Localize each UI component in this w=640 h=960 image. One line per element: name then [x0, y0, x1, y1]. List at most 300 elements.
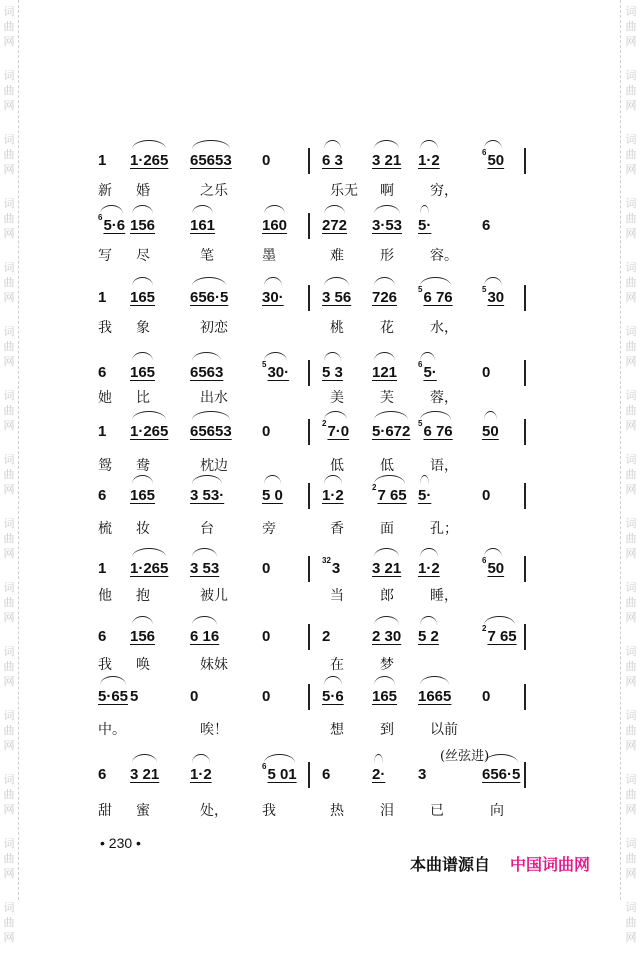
note-text: 3: [331, 560, 341, 577]
note-text: 121: [372, 364, 398, 381]
note-text: 6 76: [423, 423, 453, 440]
bar-line: [524, 483, 526, 509]
lyric: 低: [380, 458, 394, 474]
lyric: 到: [380, 722, 394, 738]
note-text: 7·0: [327, 423, 350, 440]
note-text: 7 65: [377, 487, 407, 504]
score-line: [0, 556, 640, 600]
bar-line: [524, 684, 526, 710]
note-group: [372, 289, 397, 306]
note-group: [418, 152, 440, 169]
note-group: [482, 364, 490, 381]
watermark-text: 词 曲 网: [625, 837, 637, 880]
note-text: 3 21: [372, 152, 402, 169]
watermark-text: 词 曲 网: [625, 517, 637, 560]
note-text: 3·53: [372, 217, 403, 234]
note-group: [262, 628, 270, 645]
source-label: 本曲谱源自: [410, 855, 491, 874]
bar-line: [524, 556, 526, 582]
lyric: 郎: [380, 588, 394, 604]
bar-line: [308, 762, 310, 788]
lyric: 啊: [380, 183, 394, 199]
note-group: [190, 560, 219, 577]
note-group: [322, 688, 344, 705]
note-group: [482, 624, 517, 645]
lyric: 穷，: [430, 183, 458, 199]
lyric: 鸳: [98, 458, 112, 474]
note-group: [98, 487, 106, 504]
lyric: 出水: [200, 390, 228, 406]
watermark-text: 词 曲 网: [3, 69, 15, 112]
lyric: 花: [380, 320, 394, 336]
note-group: [482, 148, 505, 169]
note-group: [262, 688, 270, 705]
watermark-text: 词 曲 网: [3, 837, 15, 880]
note-group: [418, 217, 431, 234]
note-group: [262, 423, 270, 440]
note-text: 6: [322, 766, 331, 783]
watermark-text: 词 曲 网: [3, 133, 15, 176]
lyric: 抱: [136, 588, 150, 604]
lyric: 台: [200, 521, 214, 537]
bar-line: [308, 624, 310, 650]
lyric: 蓉，: [430, 390, 458, 406]
grace-note: 5: [418, 419, 423, 428]
note-text: 1·2: [418, 152, 440, 169]
lyric: 热: [330, 803, 344, 819]
note-group: [372, 560, 401, 577]
slur: [324, 205, 345, 214]
note-group: [322, 217, 347, 234]
slur: [374, 277, 395, 286]
slur: [264, 475, 281, 484]
bar-line: [308, 419, 310, 445]
performance-annotation: (丝弦进): [440, 749, 490, 764]
note-text: 5: [130, 688, 139, 705]
lyric: 笔: [200, 248, 214, 264]
note-group: [322, 628, 330, 645]
note-text: 1·265: [130, 560, 169, 577]
slur: [132, 277, 153, 286]
bar-line: [524, 419, 526, 445]
slur: [420, 352, 435, 361]
slur: [132, 140, 166, 149]
grace-note: 2: [482, 624, 487, 633]
slur: [132, 411, 166, 420]
note-group: [322, 556, 341, 577]
score-line: [0, 148, 640, 192]
note-text: 65653: [190, 152, 232, 169]
slur: [420, 475, 429, 484]
slur: [132, 548, 166, 557]
grace-note: 6: [262, 762, 267, 771]
bar-line: [524, 360, 526, 386]
note-group: [130, 423, 168, 440]
lyric: 形: [380, 248, 394, 264]
note-group: [482, 285, 505, 306]
watermark-text: 词 曲 网: [3, 389, 15, 432]
slur: [374, 475, 405, 484]
slur: [374, 754, 383, 763]
note-group: [262, 152, 270, 169]
note-text: 5·: [423, 364, 437, 381]
note-text: 0: [482, 688, 491, 705]
lyric: 妆: [136, 521, 150, 537]
note-group: [190, 628, 219, 645]
note-text: 3 53·: [190, 487, 225, 504]
grace-note: 2: [372, 483, 377, 492]
note-text: 1·2: [190, 766, 212, 783]
note-text: 6 16: [190, 628, 220, 645]
grace-note: 6: [418, 360, 423, 369]
watermark-text: 词 曲 网: [3, 261, 15, 304]
note-group: [98, 213, 126, 234]
note-text: 50: [482, 423, 499, 440]
watermark-text: 词 曲 网: [625, 5, 637, 48]
watermark-text: 词 曲 网: [3, 581, 15, 624]
note-group: [190, 423, 232, 440]
slur: [374, 411, 408, 420]
lyric: 写: [98, 248, 112, 264]
note-text: 5·672: [372, 423, 411, 440]
bar-line: [308, 213, 310, 239]
note-group: [130, 152, 168, 169]
slur: [192, 548, 217, 557]
score-line: [0, 360, 640, 404]
bar-line: [308, 684, 310, 710]
note-group: [372, 423, 410, 440]
watermark-text: 词 曲 网: [625, 453, 637, 496]
slur: [374, 548, 399, 557]
note-text: 6: [98, 628, 107, 645]
lyric: 唉！: [200, 722, 228, 738]
note-group: [190, 364, 223, 381]
note-group: [98, 560, 106, 577]
lyric: 芙: [380, 390, 394, 406]
note-text: 2: [322, 628, 331, 645]
bar-line: [524, 285, 526, 311]
note-group: [372, 217, 402, 234]
slur: [420, 277, 451, 286]
note-text: 656·5: [482, 766, 521, 783]
note-group: [130, 628, 155, 645]
lyric: 桃: [330, 320, 344, 336]
grace-note: 32: [322, 556, 331, 565]
lyric: 甜: [98, 803, 112, 819]
watermark-text: 词 曲 网: [625, 325, 637, 368]
slur: [132, 352, 153, 361]
slur: [420, 411, 451, 420]
slur: [484, 411, 497, 420]
watermark-text: 词 曲 网: [3, 901, 15, 944]
lyric: 低: [330, 458, 344, 474]
note-text: 30: [487, 289, 505, 306]
slur: [264, 352, 287, 361]
note-group: [190, 487, 224, 504]
lyric: 水，: [430, 320, 458, 336]
lyric: 初恋: [200, 320, 228, 336]
score-line: [0, 688, 640, 728]
score-line: [0, 419, 640, 463]
watermark-text: 词 曲 网: [3, 325, 15, 368]
lyric: 乐无: [330, 183, 358, 199]
note-text: 165: [372, 688, 398, 705]
watermark-text: 词 曲 网: [625, 69, 637, 112]
slur: [100, 676, 126, 685]
slur: [420, 676, 449, 685]
watermark-text: 词 曲 网: [625, 645, 637, 688]
note-text: 5 01: [267, 766, 297, 783]
slur: [192, 411, 230, 420]
note-group: [262, 360, 290, 381]
watermark-text: 词 曲 网: [3, 645, 15, 688]
slur: [264, 754, 295, 763]
slur: [192, 616, 217, 625]
score-line: [0, 213, 640, 257]
lyric: 香: [330, 521, 344, 537]
bar-line: [308, 285, 310, 311]
note-text: 6: [98, 487, 107, 504]
note-group: [190, 152, 232, 169]
bar-line: [308, 360, 310, 386]
slur: [324, 411, 347, 420]
note-group: [130, 364, 155, 381]
watermark-text: 词 曲 网: [625, 197, 637, 240]
lyric: 难: [330, 248, 344, 264]
lyric: 尽: [136, 248, 150, 264]
note-group: [262, 762, 297, 783]
note-text: 0: [262, 628, 271, 645]
note-text: 2 30: [372, 628, 402, 645]
note-text: 30·: [262, 289, 284, 306]
slur: [374, 616, 399, 625]
lyric: 处，: [200, 803, 228, 819]
lyric: 中。: [98, 722, 126, 738]
note-group: [262, 217, 287, 234]
score-line: [0, 762, 640, 806]
lyric: 妹妹: [200, 657, 228, 673]
grace-note: 2: [322, 419, 327, 428]
source-site-link[interactable]: 中国词曲网: [510, 855, 591, 874]
slur: [420, 140, 438, 149]
note-text: 6563: [190, 364, 224, 381]
note-text: 0: [262, 152, 271, 169]
note-group: [322, 487, 344, 504]
note-text: 7 65: [487, 628, 517, 645]
lyric: 美: [330, 390, 344, 406]
lyric: 向: [490, 803, 504, 819]
note-group: [482, 423, 499, 440]
slur: [324, 676, 342, 685]
slur: [484, 548, 502, 557]
lyric: 想: [330, 722, 344, 738]
slur: [484, 616, 515, 625]
note-group: [418, 419, 453, 440]
lyric: 象: [136, 320, 150, 336]
note-text: 161: [190, 217, 216, 234]
bar-line: [308, 556, 310, 582]
note-text: 5 3: [322, 364, 343, 381]
note-group: [130, 217, 155, 234]
lyric: 她: [98, 390, 112, 406]
bar-line: [524, 624, 526, 650]
note-text: 1·265: [130, 423, 169, 440]
lyric: 孔；: [430, 521, 458, 537]
slur: [484, 754, 518, 763]
lyric: 婚: [136, 183, 150, 199]
note-group: [130, 560, 168, 577]
note-group: [372, 688, 397, 705]
slur: [420, 205, 429, 214]
note-text: 2·: [372, 766, 386, 783]
lyric: 枕边: [200, 458, 228, 474]
note-group: [262, 289, 284, 306]
note-text: 3 21: [130, 766, 160, 783]
note-text: 5·: [418, 217, 432, 234]
slur: [324, 352, 341, 361]
note-text: 1·2: [418, 560, 440, 577]
slur: [420, 548, 438, 557]
lyric: 他: [98, 588, 112, 604]
note-group: [322, 419, 350, 440]
lyric: 我: [98, 320, 112, 336]
bar-line: [308, 148, 310, 174]
note-group: [262, 560, 270, 577]
slur: [324, 140, 341, 149]
watermark-text: 词 曲 网: [625, 709, 637, 752]
watermark-text: 词 曲 网: [625, 133, 637, 176]
note-group: [322, 152, 343, 169]
bar-line: [524, 762, 526, 788]
note-text: 156: [130, 628, 156, 645]
slur: [324, 475, 342, 484]
lyric: 梦: [380, 657, 394, 673]
grace-note: 5: [262, 360, 267, 369]
lyric: 鸯: [136, 458, 150, 474]
note-text: 165: [130, 289, 156, 306]
page-number: • 230 •: [100, 835, 141, 851]
note-group: [372, 364, 397, 381]
note-text: 6: [482, 217, 491, 234]
lyric: 蜜: [136, 803, 150, 819]
note-group: [372, 483, 407, 504]
slur: [264, 277, 282, 286]
grace-note: 5: [482, 285, 487, 294]
note-group: [372, 152, 401, 169]
slur: [192, 754, 210, 763]
note-group: [130, 688, 138, 705]
note-group: [98, 688, 128, 705]
note-text: 65653: [190, 423, 232, 440]
lyric: 之乐: [200, 183, 228, 199]
note-text: 5·6: [103, 217, 126, 234]
slur: [192, 352, 221, 361]
note-text: 5 0: [262, 487, 283, 504]
watermark-text: 词 曲 网: [625, 773, 637, 816]
note-group: [322, 289, 351, 306]
note-text: 1: [98, 152, 107, 169]
slur: [192, 277, 226, 286]
note-text: 6: [98, 364, 107, 381]
slur: [484, 277, 502, 286]
slur: [192, 205, 213, 214]
note-text: 3 21: [372, 560, 402, 577]
note-group: [418, 560, 440, 577]
note-text: 1·2: [322, 487, 344, 504]
watermark-text: 词 曲 网: [3, 453, 15, 496]
watermark-text: 词 曲 网: [3, 197, 15, 240]
score-line: [0, 285, 640, 329]
slur: [374, 352, 395, 361]
note-text: 30·: [267, 364, 290, 381]
watermark-text: 词 曲 网: [3, 709, 15, 752]
note-group: [482, 688, 490, 705]
note-group: [98, 289, 106, 306]
note-text: 0: [262, 688, 271, 705]
note-text: 0: [262, 423, 271, 440]
slur: [192, 140, 230, 149]
note-group: [190, 766, 212, 783]
lyric: 泪: [380, 803, 394, 819]
lyric: 面: [380, 521, 394, 537]
note-text: 3: [418, 766, 427, 783]
lyric: 睡，: [430, 588, 458, 604]
note-text: 5·65: [98, 688, 129, 705]
watermark-text: 词 曲 网: [625, 581, 637, 624]
note-text: 1: [98, 560, 107, 577]
score-line: [0, 624, 640, 668]
note-text: 50: [487, 152, 505, 169]
note-text: 1665: [418, 688, 452, 705]
watermark-text: 词 曲 网: [3, 517, 15, 560]
watermark-text: 词 曲 网: [625, 901, 637, 944]
note-text: 5·6: [322, 688, 344, 705]
note-text: 272: [322, 217, 348, 234]
lyric: 语，: [430, 458, 458, 474]
slur: [100, 205, 123, 214]
slur: [374, 140, 399, 149]
slur: [484, 140, 502, 149]
grace-note: 6: [482, 148, 487, 157]
note-group: [418, 688, 451, 705]
lyric: 墨: [262, 248, 276, 264]
bar-line: [524, 148, 526, 174]
note-text: 156: [130, 217, 156, 234]
note-group: [418, 360, 437, 381]
lyric: 我: [262, 803, 276, 819]
watermark-text: 词 曲 网: [3, 5, 15, 48]
slur: [264, 205, 285, 214]
source-credit: [410, 852, 590, 875]
slur: [420, 616, 437, 625]
lyric: 我: [98, 657, 112, 673]
slur: [374, 676, 395, 685]
slur: [132, 475, 153, 484]
note-group: [130, 289, 155, 306]
note-text: 1: [98, 289, 107, 306]
bar-line: [308, 483, 310, 509]
note-group: [98, 628, 106, 645]
note-text: 0: [262, 560, 271, 577]
slur: [324, 277, 349, 286]
note-group: [98, 364, 106, 381]
note-group: [190, 289, 228, 306]
lyric: 旁: [262, 521, 276, 537]
note-text: 0: [482, 364, 491, 381]
note-group: [482, 487, 490, 504]
note-group: [482, 766, 520, 783]
slur: [132, 754, 157, 763]
